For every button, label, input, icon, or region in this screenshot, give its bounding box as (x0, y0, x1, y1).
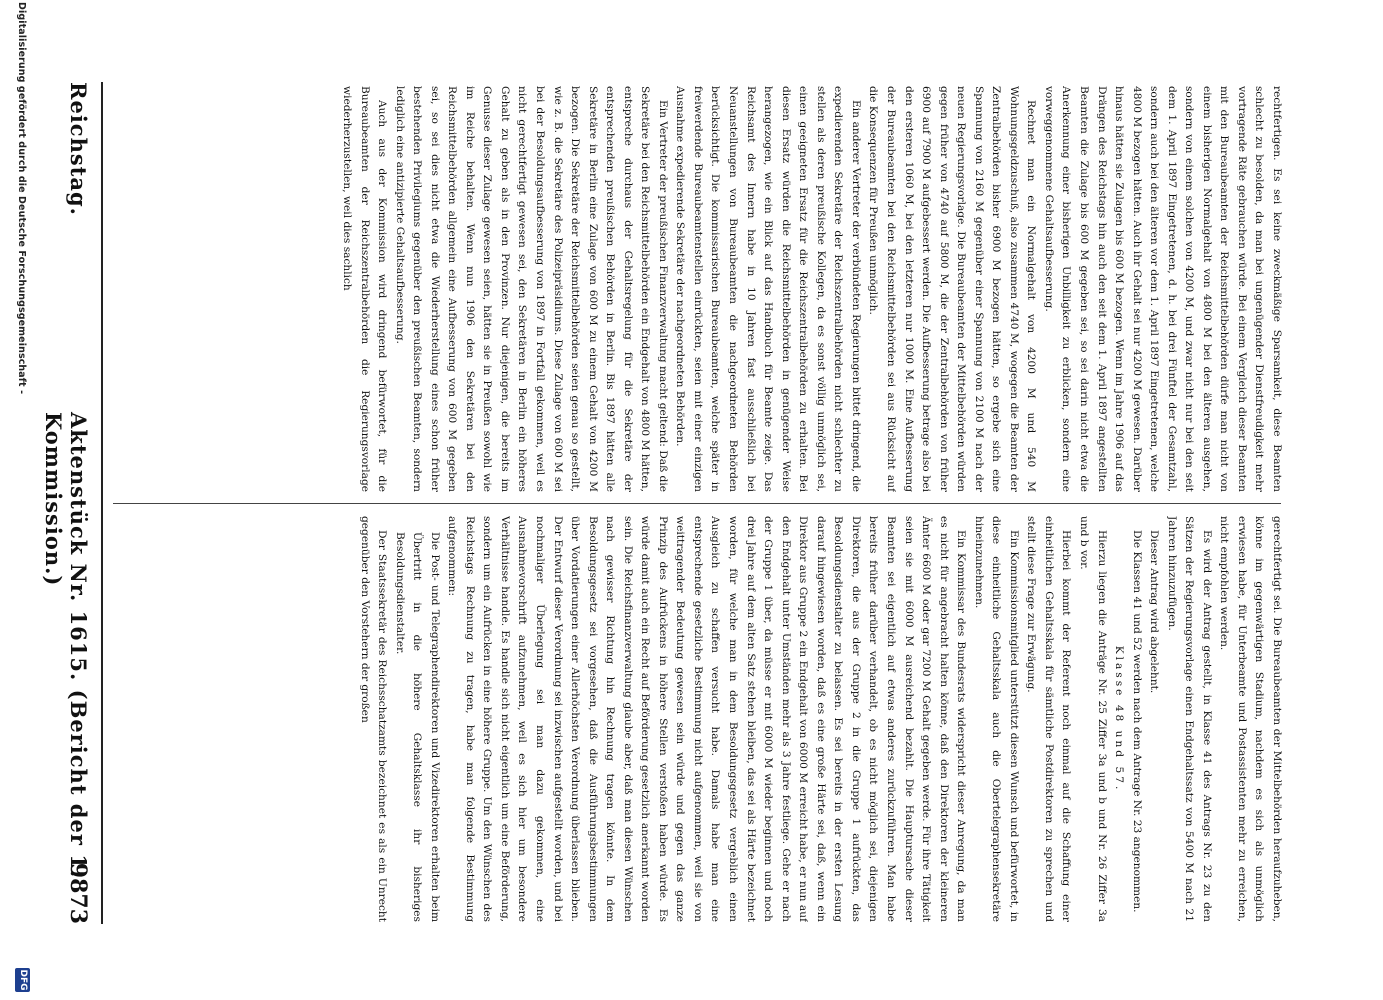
paragraph: Der Staatssekretär des Reichsschatzamts bezeichnet es als ein Unrecht gegenüber den Vorstehern der großen (358, 516, 389, 922)
paragraph: Die Klassen 41 und 52 werden nach dem Antrage Nr. 23 angenommen. (1130, 530, 1143, 913)
page-number: 9873 (65, 862, 91, 924)
quoted-provision: Die Post- und Telegraphendirektoren und Vizedirektoren erhalten beim Übertritt in die höhere Gehaltsklasse ihr bisheriges Besoldungsdienstalter. (393, 532, 441, 922)
paragraph: Ein anderer Vertreter der verbündeten Regierungen bittet dringend, die expedierenden Sekretäre der Reichszentralbehörden nicht schlechter zu stellen als deren preußische Kollegen, da es sonst völlig unmöglich sei, einen geeigneten Ersatz für die Reichszentralbehörden zu erhalten. Bei diesen Ersatz würden die Reichsmittelbehörden in genügender Weise herangezogen, wie ein Blick auf das Handbuch für Beamte zeige. Das Reichsamt des Innern habe in 10 Jahren fast ausschließlich bei Neuanstellungen von Bureaubeamten die nachgeordneten Behörden berücksichtigt. Die kommissarischen Bureaubeamten, welche später in freiwerdende Bureaubeamtenstellen einrückten, seien mit einer einzigen Ausnahme expedierende Sekretäre der nachgeordneten Behörden. (674, 86, 862, 492)
paragraph: Rechnet man ein Normalgehalt von 4200 M und 540 M Wohnungsgeldzuschuß, also zusammen 4740 M, wogegen die Beamten der Zentralbehörden bisher 6900 M bezogen hätten, so ergebe sich eine Spannung von 2160 M gegenüber einer Spannung von 2100 M nach der neuen Regierungsvorlage. Die Bureaubeamten der Mittelbehörden würden gegen früher von 4740 auf 5800 M, die der Zentralbehörden von früher 6900 auf 7900 M aufgebessert werden. Die Aufbesserung betrage also bei den ersteren 1060 M, bei den letzteren nur 1000 M. Eine Aufbesserung der Bureaubeamten bei den Reichsmittelbehörden sei aus Rücksicht auf die Konsequenzen für Preußen unmöglich. (867, 86, 1038, 492)
dfg-logo: DFG (15, 968, 30, 992)
header-center: Aktenstück Nr. 1615. (Bericht der 1. Kommission.) (41, 412, 91, 879)
header-left: Reichstag. (66, 82, 91, 216)
page-header (41, 82, 95, 924)
paragraph: Ein Vertreter der preußischen Finanzverwaltung macht geltend: Daß die Sekretäre bei den Reichsmittelbehörden ein Endgehalt von 4800 M hätten, entspreche durchaus der Gehaltsregelung für die Sekretäre der entsprechenden preußischen Behörden in Berlin. Bis 1897 hätten alle Sekretäre in Berlin eine Zulage von 600 M zu einem Gehalt von 4200 M bezogen. Die Sekretäre der Reichsmittelbehörden seien genau so gestellt, wie z. B. die Sekretäre des Polizeipräsidiums. Diese Zulage von 600 M sei bei der Besoldungsaufbesserung von 1897 in Fortfall gekommen, weil es nicht gerechtfertigt gewesen sei, den Sekretären in Berlin ein höheres Gehalt zu geben als in den Provinzen. Nur diejenigen, die bereits im Genusse dieser Zulage gewesen seien, hätten sie in Preußen sowohl wie im Reiche behalten. Wenn nun 1906 den Sekretären bei den Reichsmittelbehörden allgemein eine Aufbesserung von 600 M gegeben sei, so sei dies nicht etwa die Wiederherstellung eines schon früher bestehenden Privilegiums gegenüber den preußischen Beamten, sondern lediglich eine antizipierte Gehaltsaufbesserung. (393, 86, 669, 492)
paragraph: gerechtfertigt sei. Die Bureaubeamten der Mittelbehörden heraufzuheben, könne im gegenwärtigen Stadium, nachdem es sich als unmöglich erwiesen habe, für Unterbeamte und Postassistenten mehr zu erreichen, nicht empfohlen werden. (1218, 516, 1283, 922)
text-column-left (109, 86, 1285, 492)
paragraph: Ein Kommissar des Bundesrats widerspricht dieser Anregung, da man es nicht für angebracht halten könne, daß den Direktoren der kleineren Ämter 6600 M oder gar 7200 M Gehalt gegeben werde. Für ihre Tätigkeit seien sie mit 6000 M ausreichend bezahlt. Die Hauptursache dieser Beamten sei eigentlich auf etwas anderes zurückzuführen. Man habe bereits früher darüber verhandelt, ob es nicht möglich sei, diejenigen Direktoren, die aus der Gruppe 2 in die Gruppe 1 aufrückten, das Besoldungsdienstalter zu belassen. Es sei bereits in der ersten Lesung darauf hingewiesen worden, daß es eine große Härte sei, daß, wenn ein Direktor aus Gruppe 2 ein Endgehalt von 6000 M erreicht habe, er nun auf den Endgehalt unter Umständen mehr als 3 Jahre festliege. Gehe er nach der Gruppe 1 über, da müsse er mit 6000 M wieder beginnen und noch drei Jahre auf dem alten Satz stehen bleiben, das sei als Härte bezeichnet worden, für welche man in dem Besoldungsgesetz vergeblich einen Ausgleich zu schaffen versucht habe. Damals habe man eine entsprechende gesetzliche Bestimmung nicht aufgenommen, weil sie von weittragender Bedeutung gewesen sein würde und gegen das ganze Prinzip des Aufrückens in höhere Stellen verstoßen haben würde. Es würde damit auch ein Recht auf Beförderung gesetzlich anerkannt worden sein. Die Reichsfinanzverwaltung glaube aber, daß man diesen Wünschen nach gewisser Richtung hin Rechnung tragen könnte. In dem Besoldungsgesetz sei vorgesehen, daß die Ausführungsbestimmungen über Vordatierungen einer Allerhöchsten Verordnung überlassen blieben. Der Entwurf dieser Verordnung sei inzwischen aufgestellt worden, und bei nochmaliger Überlegung sei man dazu gekommen, eine Ausnahmevorschrift aufzunehmen, weil es sich hier um besondere Verhältnisse handle. Es handle sich nicht eigentlich um eine Beförderung, sondern um ein Aufrücken in eine höhere Gruppe. Um den Wünschen des Reichstags Rechnung zu tragen, habe man folgende Bestimmung aufgenommen: (446, 516, 968, 922)
paragraph: rechtfertigen. Es sei keine zweckmäßige Sparsamkeit, diese Beamten schlecht zu besolden, da man bei ungenügender Dienstfreudigkeit mehr vortragende Räte gebrauchen würde. Bei einem Vergleich dieser Beamten mit den Bureaubeamten der Reichsmittelbehörden dürfe man nicht von einem bisherigen Normalgehalt von 4800 M bei den älteren ausgehen, sondern von einem solchen von 4200 M, und zwar nicht nur bei den seit dem 1. April 1897 Eingetretenen, d. h. bei drei Fünftel der Gesamtzahl, sondern auch bei den älteren vor dem 1. April 1897 Eingetretenen, welche 4800 M bezogen hätten. Auch ihr Gehalt sei nur 4200 M gewesen. Darüber hinaus hätten sie Zulagen bis 600 M bezogen. Wenn im Jahre 1906 auf das Drängen des Reichstags hin auch den seit dem 1. April 1897 angestellten Beamten die Zulage bis 600 M gegeben sei, so sei darin nicht etwa die Anerkennung einer bisherigen Unbilligkeit zu erblicken, sondern eine vorweggenommene Gehaltsaufbesserung. (1042, 86, 1283, 492)
digitization-footer (9, 0, 31, 1000)
section-heading: Klasse 48 und 57. (1113, 645, 1126, 793)
paragraph: Hierbei kommt der Referent noch einmal auf die Schaffung einer einheitlichen Gehaltsskala für sämtliche Postdirektoren zu sprechen und stellt diese Frage zur Erwägung. (1025, 516, 1073, 922)
text-column-right (109, 516, 1285, 922)
column-divider (113, 503, 1281, 504)
paragraph: Ein Kommissionsmitglied unterstützt diesen Wunsch und befürwortet, in diese einheitliche Gehaltsskala auch die Obertelegraphensekretäre hineinzunehmen. (972, 516, 1020, 922)
paragraph: Hierzu liegen die Anträge Nr. 25 Ziffer 3a und b und Nr. 26 Ziffer 3a und b vor. (1077, 516, 1108, 922)
paragraph: Es wird der Antrag gestellt, in Klasse 41 des Antrags Nr. 23 zu den Sätzen der Regierungsvorlage einen Endgehaltssatz von 5400 M nach 21 Jahren hinzuzufügen. (1165, 516, 1213, 922)
paragraph: Auch aus der Kommission wird dringend befürwortet, für die Bureaubeamten der Reichszentralbehörden die Regierungsvorlage wiederherzustellen, weil dies sachlich (341, 86, 389, 492)
footer-credit: Digitalisierung gefördert durch die Deutsche Forschungsgemeinschaft - (16, 2, 27, 395)
paragraph: Dieser Antrag wird abgelehnt. (1148, 530, 1161, 694)
header-rule (101, 82, 103, 924)
